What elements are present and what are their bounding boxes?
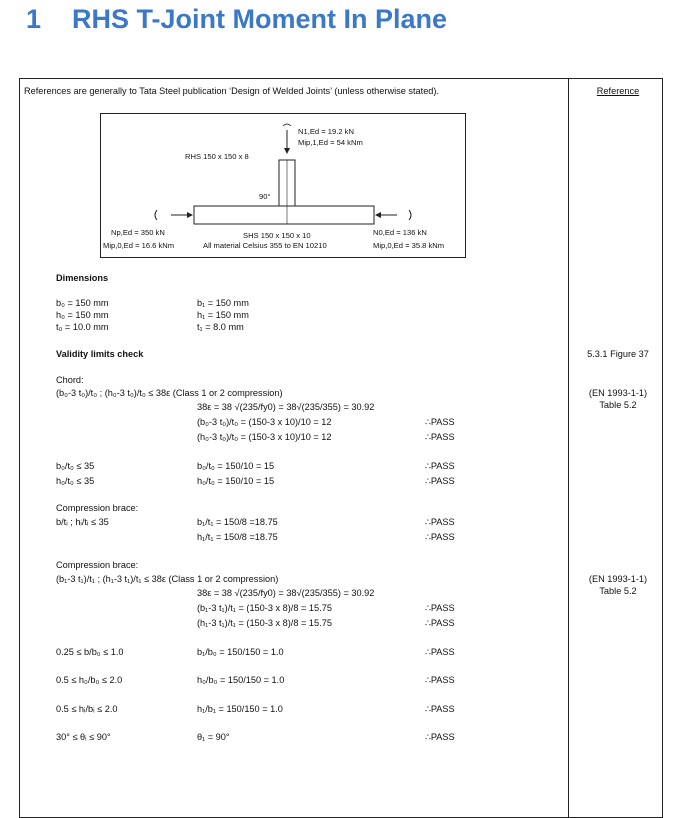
pass-result: ∴PASS — [425, 476, 455, 486]
dim-b0: b₀ = 150 mm — [56, 298, 109, 308]
chord-condition: (b₀-3 t₀)/t₀ ; (h₀-3 t₀)/t₀ ≤ 38ε (Class 1 or 2 compression) — [56, 388, 283, 398]
chord-section-label: SHS 150 x 150 x 10 — [243, 231, 311, 240]
dim-h0: h₀ = 150 mm — [56, 310, 109, 320]
pass-result: ∴PASS — [425, 647, 455, 657]
page-title — [26, 4, 447, 35]
n1-label: N1,Ed = 19.2 kN — [298, 127, 354, 136]
ratio-hi-bi-calc: h₁/b₁ = 150/150 = 1.0 — [197, 704, 283, 714]
brace2-ref-standard: (EN 1993-1-1) — [588, 574, 648, 584]
brace2-epsilon-calc: 38ε = 38 √(235/fy0) = 38√(235/355) = 30.92 — [197, 588, 375, 598]
brace1-condition: b/tᵢ ; hᵢ/tᵢ ≤ 35 — [56, 517, 109, 527]
pass-result: ∴PASS — [425, 517, 455, 527]
pass-result: ∴PASS — [425, 732, 455, 742]
chord-member — [194, 206, 374, 224]
angle-label: 90° — [259, 192, 271, 201]
chord-ref-standard: (EN 1993-1-1) — [588, 388, 648, 398]
pass-result: ∴PASS — [425, 603, 455, 613]
brace1-b-calc: b₁/t₁ = 150/8 =18.75 — [197, 517, 278, 527]
reference-heading: Reference — [596, 86, 640, 96]
joint-diagram — [100, 113, 466, 258]
section-number: 1 — [26, 4, 42, 34]
right-moment-icon — [409, 210, 411, 220]
no-label: N0,Ed = 136 kN — [373, 228, 427, 237]
np-label: Np,Ed = 350 kN — [111, 228, 165, 237]
chord-b0-calc: (b₀-3 t₀)/t₀ = (150-3 x 10)/10 = 12 — [197, 417, 332, 427]
pass-result: ∴PASS — [425, 532, 455, 542]
dim-b1: b₁ = 150 mm — [197, 298, 249, 308]
brace2-label: Compression brace: — [56, 560, 139, 570]
brace1-label: Compression brace: — [56, 503, 139, 513]
pass-result: ∴PASS — [425, 432, 455, 442]
b0t0-calc: b₀/t₀ = 150/10 = 15 — [197, 461, 275, 471]
reference-column-divider — [568, 78, 569, 818]
chord-h0-calc: (h₀-3 t₀)/t₀ = (150-3 x 10)/10 = 12 — [197, 432, 332, 442]
brace-moment-icon — [283, 124, 291, 126]
dimensions-heading: Dimensions — [56, 273, 109, 283]
brace1-h-calc: h₁/t₁ = 150/8 =18.75 — [197, 532, 278, 542]
chord-ref-table: Table 5.2 — [599, 400, 637, 410]
brace2-condition: (b₁-3 t₁)/t₁ ; (h₁-3 t₁)/t₁ ≤ 38ε (Class 1 or 2 compression) — [56, 574, 279, 584]
dim-t1: t₁ = 8.0 mm — [197, 322, 244, 332]
ratio-h0-b0-condition: 0.5 ≤ h₀/b₀ ≤ 2.0 — [56, 675, 123, 685]
intro-text: References are generally to Tata Steel publication ‘Design of Welded Joints’ (unless otherwise stated). — [24, 86, 440, 96]
ratio-b-b0-calc: b₁/b₀ = 150/150 = 1.0 — [197, 647, 284, 657]
left-moment-icon — [155, 210, 157, 220]
ratio-h0-b0-calc: h₀/b₀ = 150/150 = 1.0 — [197, 675, 285, 685]
h0t0-calc: h₀/t₀ = 150/10 = 15 — [197, 476, 275, 486]
angle-calc: θ₁ = 90° — [197, 732, 230, 742]
brace-section-label: RHS 150 x 150 x 8 — [185, 152, 249, 161]
pass-result: ∴PASS — [425, 704, 455, 714]
chord-label: Chord: — [56, 375, 84, 385]
brace2-b1-calc: (b₁-3 t₁)/t₁ = (150-3 x 8)/8 = 15.75 — [197, 603, 332, 613]
h0t0-condition: h₀/t₀ ≤ 35 — [56, 476, 95, 486]
section-title: RHS T-Joint Moment In Plane — [72, 4, 448, 34]
material-label: All material Celsius 355 to EN 10210 — [203, 241, 327, 250]
left-load-arrowhead — [187, 212, 193, 218]
brace2-h1-calc: (h₁-3 t₁)/t₁ = (150-3 x 8)/8 = 15.75 — [197, 618, 332, 628]
pass-result: ∴PASS — [425, 461, 455, 471]
brace-load-arrowhead — [284, 148, 290, 154]
mip0-right-label: Mip,0,Ed = 35.8 kNm — [373, 241, 445, 250]
right-load-arrowhead — [375, 212, 381, 218]
brace2-ref-table: Table 5.2 — [599, 586, 637, 596]
ratio-b-b0-condition: 0.25 ≤ b/b₀ ≤ 1.0 — [56, 647, 124, 657]
mip1-label: Mip,1,Ed = 54 kNm — [298, 138, 363, 147]
pass-result: ∴PASS — [425, 618, 455, 628]
validity-heading: Validity limits check — [56, 349, 144, 359]
mip0-left-label: Mip,0,Ed = 16.6 kNm — [103, 241, 175, 250]
dim-h1: h₁ = 150 mm — [197, 310, 249, 320]
ratio-hi-bi-condition: 0.5 ≤ hᵢ/bᵢ ≤ 2.0 — [56, 704, 118, 714]
b0t0-condition: b₀/t₀ ≤ 35 — [56, 461, 95, 471]
pass-result: ∴PASS — [425, 417, 455, 427]
angle-condition: 30° ≤ θᵢ ≤ 90° — [56, 732, 111, 742]
chord-epsilon-calc: 38ε = 38 √(235/fy0) = 38√(235/355) = 30.92 — [197, 402, 375, 412]
validity-ref: 5.3.1 Figure 37 — [587, 349, 649, 359]
dim-t0: t₀ = 10.0 mm — [56, 322, 109, 332]
pass-result: ∴PASS — [425, 675, 455, 685]
